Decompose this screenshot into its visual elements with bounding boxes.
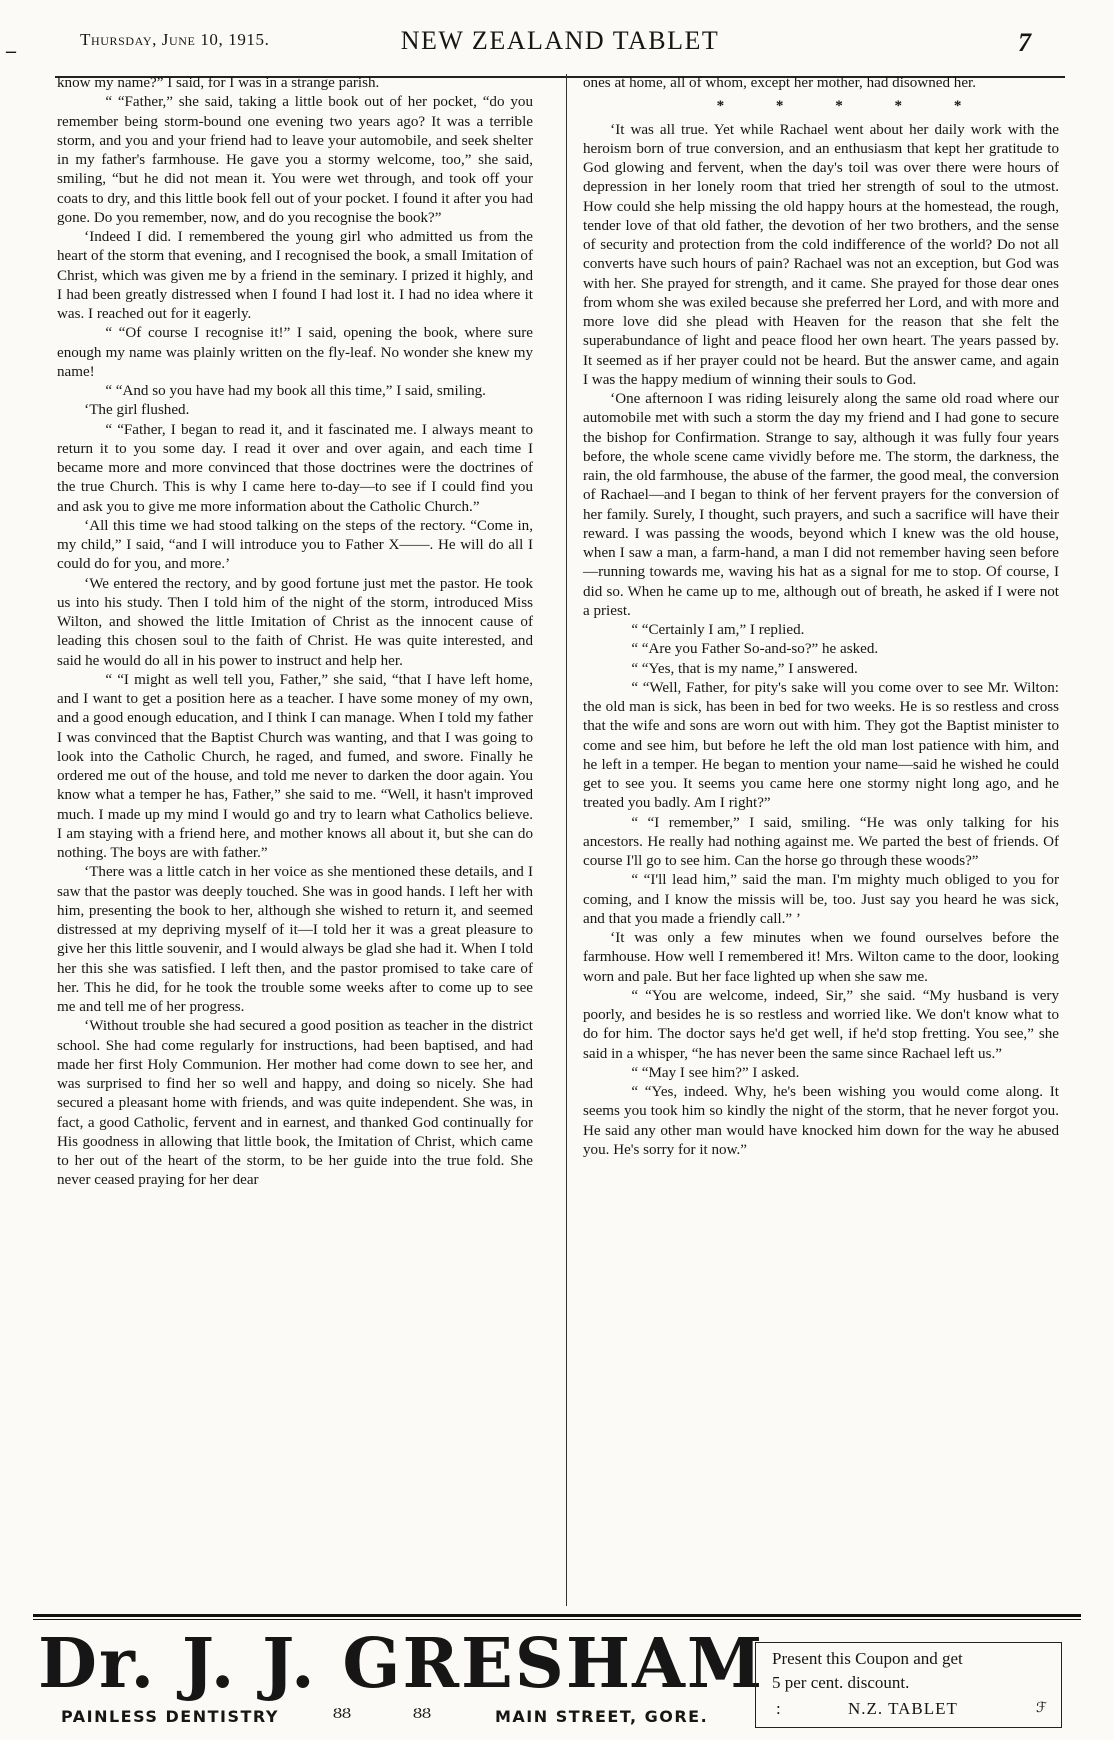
paragraph: “ “Yes, that is my name,” I answered. (631, 660, 858, 677)
paragraph: ‘We entered the rectory, and by good fortune just met the pastor. He took us into his study. Then I told him of the night of the storm, introduced Miss Wilton, and showed the little Imitation of Christ as the innocent cause of leading this chosen soul to the faith of Christ. He was quite interested, and said he would do all in his power to instruct and help her. (57, 575, 533, 669)
issue-date: Thursday, June 10, 1915. (80, 30, 270, 49)
footer-rule (33, 1614, 1081, 1617)
masthead (0, 20, 1114, 60)
paragraph: ‘One afternoon I was riding leisurely along the same old road where our automobile met with such a storm the day my friend and I had gone to secure the bishop for Confirmation. Strange to say, although it was fully four years before, the whole scene came vividly before me. The storm, the darkness, the rain, the old farmhouse, the abuse of the farmer, the good meal, the conversion of Rachael—and I began to think of her fervent prayers for the conversion of her family. Surely, I thought, such prayers, and such a sacrifice will have their reward. I was passing the woods, beyond which I knew was the old house, when I saw a man, a farm-hand, a man I did not remember having seen before—running towards me, waving his hat as a signal for me to stop. Of course, I did so. When he came up to me, although out of breath, he asked if I were not a priest. (583, 391, 1059, 619)
right-column (583, 74, 1059, 1160)
paragraph: know my name?” I said, for I was in a strange parish. (57, 75, 380, 91)
paragraph: “ “Yes, indeed. Why, he's been wishing you would come along. It seems you took him so kindly the night of the storm, that he never forgot you. He said any other man would have knocked him down for the way he abused you. He's sorry for it now.” (583, 1084, 1059, 1158)
paragraph: ‘It was all true. Yet while Rachael went about her daily work with the heroism born of true conversion, and an enthusiasm that kept her gratitude to God glowing and fervent, when the day's toil was over there were hours of depression in her lonely room that tried her strength of soul to the utmost. How could she help missing the old happy hours at the homestead, the rough, tender love of that old father, the devotion of her two brothers, and the sense of security and protection from the cold indifference of the world? Do not all converts have such hours of pain? Rachael was not an exception, but God was with her. She prayed for strength, and it came. She prayed for those dear ones from whom she was exiled because she preferred her Lord, and with more and more love did she plead with Heaven for the reason that she felt the superabundance of light and peace flood her own heart. The years passed by. It seemed as if her prayer could not be heard. But the answer came, and again I was the happy medium of winning their souls to God. (583, 121, 1059, 388)
newspaper-title: NEW ZEALAND TABLET (400, 26, 720, 55)
paragraph: “ “You are welcome, indeed, Sir,” she said. “My husband is very poorly, and besides he is so restless and worried like. We don't know what to do for him. The doctor says he'd get well, if he'd stop fretting. You see,” she said in a whisper, “he has never been the same since Rachael left us.” (583, 987, 1059, 1062)
section-break-stars: * * * * * (716, 98, 966, 115)
paragraph: “ “I remember,” I said, smiling. “He was only talking for his ancestors. He really had nothing against me. We parted the best of friends. Of course I'll go to see him. Can the horse go through these woods?” (583, 814, 1059, 869)
paragraph: “ “And so you have had my book all this time,” I said, smiling. (105, 383, 486, 399)
paragraph: “ “Well, Father, for pity's sake will you come over to see Mr. Wilton: the old man is sick, has been in bed for two weeks. He is so restless and cross that the wife and sons are worn out with him. They got the Baptist minister to come and see him, but before he left the old man lost patience with him, and he left in a temper. He began to mention your name—said he wished he could get to see you. It seems you came here one stormy night long ago, and he treated you badly. Am I right?” (583, 679, 1059, 812)
ad-address: MAIN STREET, GORE. (495, 1707, 709, 1726)
coupon-line: 5 per cent. discount. (772, 1673, 910, 1692)
paragraph: ‘Indeed I did. I remembered the young girl who admitted us from the heart of the storm that evening, and I recognised the book, a small Imitation of Christ, which was given me by a friend in the seminary. I prized it highly, and I had been greatly distressed when I found I had lost it. I had no idea where it was. I reached out for it eagerly. (57, 229, 533, 322)
column-divider (566, 74, 567, 1606)
paragraph: “ “Are you Father So-and-so?” he asked. (631, 641, 879, 658)
paragraph: ‘There was a little catch in her voice as she mentioned these details, and I saw that the pastor was deeply touched. She was in good hands. I left her with him, presenting the book to her, although she wished to return it, and seemed distressed at my depriving myself of it—I told her it was a great pleasure to give her this little souvenir, and I would always be glad she had it. When I told her this she was satisfied. I left then, and the pastor promised to take care of her. This he did, for he took the trouble some weeks after to come up to see me and tell me of her progress. (57, 864, 533, 1015)
paragraph: “ “I'll lead him,” said the man. I'm mighty much obliged to you for coming, and I know the missis will be, too. Just say you heard he was sick, and that you made a friendly call.” ’ (583, 872, 1059, 927)
paragraph: ‘All this time we had stood talking on the steps of the rectory. “Come in, my child,” I said, “and I will introduce you to Father X——. He will do all I could do for you, and more.’ (57, 517, 533, 573)
paragraph: “ “May I see him?” I asked. (631, 1064, 800, 1081)
paragraph: ‘Without trouble she had secured a good position as teacher in the district school. She had come regularly for instructions, had been baptised, and had made her first Holy Communion. Her mother had come down to see her, and was surprised to find her so well and happy, and doing so nicely. She had secured a pleasant home with friends, and was quite independent. She was, in fact, a good Catholic, fervent and in earnest, and thanked God continually for His goodness in allowing that little book, the Imitation of Christ, which came to her out of the heart of the storm, to be her guide into the true fold. She never ceased praying for her dear (57, 1018, 533, 1189)
coupon-end-mark: ℱ (1036, 1701, 1048, 1716)
coupon-line: N.Z. TABLET (848, 1699, 958, 1718)
paragraph: “ “I might as well tell you, Father,” she said, “that I have left home, and I want to get a position here as a teacher. I have some money of my own, and a good enough education, and I think I can manage. When I told my father I was convinced that the Baptist Church was wanting, and that I was going to look into the Catholic Church, he raged, and fumed, and swore. Finally he ordered me out of the house, and told me never to darken the door again. You know what a temper he has, Father,” she said to me. “Well, it hasn't improved much. I made up my mind I would go and try to learn what Catholics believe. I am staying with a friend here, and mother knows all about it, but she can do nothing. The boys are with father.” (57, 671, 533, 861)
ornament-icon: ȢȢ (413, 1706, 432, 1722)
paragraph: “ “Father, I began to read it, and it fascinated me. I always meant to return it to you some day. I read it over and over again, and each time I became more and more convinced that those doctrines were the doctrines of the true Church. This is why I came here to-day—to see if I could find you and ask you to give me more information about the Catholic Church.” (57, 421, 533, 515)
dentist-advertisement (33, 1620, 1081, 1730)
paragraph: ones at home, all of whom, except her mother, had disowned her. (583, 75, 976, 91)
page-number: 7 (1018, 28, 1031, 57)
paragraph: “ “Certainly I am,” I replied. (631, 622, 805, 638)
ad-tagline: PAINLESS DENTISTRY (61, 1707, 279, 1726)
coupon-line: Present this Coupon and get (772, 1649, 963, 1668)
paragraph: “ “Father,” she said, taking a little book out of her pocket, “do you remember being storm-bound one evening two years ago? It was a terrible storm, and you and your friend had to leave your automobile, and seek shelter in my father's farmhouse. He gave you a stormy welcome, too,” she said, smiling, “but he did not mean it. You were wet through, and took off your coats to dry, and this little book fell out of your pocket. I found it after you had gone. Do you remember, now, and do you recognise the book?” (57, 94, 533, 226)
coupon-box (755, 1642, 1062, 1728)
coupon-mark: : (776, 1699, 781, 1718)
left-column (57, 74, 533, 1191)
paragraph: ‘It was only a few minutes when we found ourselves before the farmhouse. How well I remembered it! Mrs. Wilton came to the door, looking worn and pale. But her face lighted up when she saw me. (583, 930, 1059, 985)
ad-name: Dr. J. J. GRESHAM (38, 1624, 765, 1704)
margin-dash-mark: – (6, 40, 16, 62)
ornament-icon: ȢȢ (333, 1706, 352, 1722)
paragraph: “ “Of course I recognise it!” I said, opening the book, where sure enough my name was plainly written on the fly-leaf. No wonder she knew my name! (57, 325, 533, 380)
paragraph: ‘The girl flushed. (84, 402, 190, 419)
